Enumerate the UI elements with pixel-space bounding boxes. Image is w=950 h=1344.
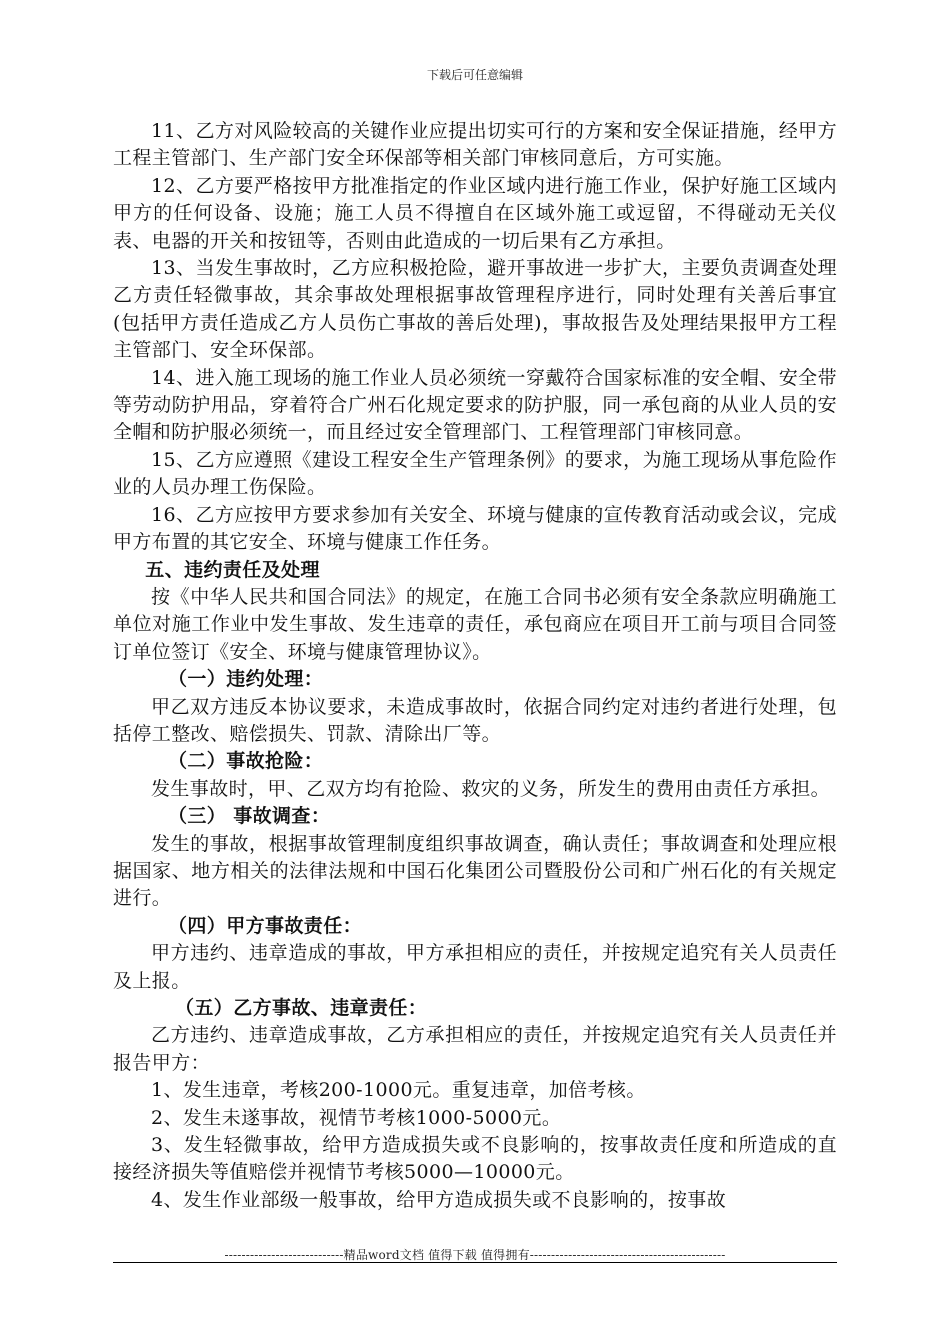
clause-13: 13、当发生事故时，乙方应积极抢险，避开事故进一步扩大，主要负责调查处理乙方责任轻微事故，其余事故处理根据事故管理程序进行，同时处理有关善后事宜(包括甲方责任造成乙方人员伤亡事故的善后处理)，事故报告及处理结果报甲方工程主管部门、安全环保部。: [113, 257, 837, 362]
subsection-title-1: （一）违约处理：: [168, 668, 324, 691]
subsection-title-3: （三） 事故调查：: [168, 805, 331, 828]
clause-15: 15、乙方应遵照《建设工程安全生产管理条例》的要求，为施工现场从事危险作业的人员办理工伤保险。: [113, 448, 837, 499]
penalty-item-4: 4、发生作业部级一般事故，给甲方造成损失或不良影响的，按事故: [151, 1188, 727, 1211]
footer-rule: [113, 1262, 837, 1263]
subsection-text-3: 发生的事故，根据事故管理制度组织事故调查，确认责任；事故调查和处理应根据国家、地方相关的法律法规和中国石化集团公司暨股份公司和广州石化的有关规定进行。: [113, 832, 837, 910]
subsection-text-1: 甲乙双方违反本协议要求，未造成事故时，依据合同约定对违约者进行处理，包括停工整改、赔偿损失、罚款、清除出厂等。: [113, 695, 837, 745]
document-body: [113, 118, 837, 1214]
section-intro: 按《中华人民共和国合同法》的规定，在施工合同书必须有安全条款应明确施工单位对施工作业中发生事故、发生违章的责任，承包商应在项目开工前与项目合同签订单位签订《安全、环境与健康管理协议》。: [113, 585, 837, 663]
footer-note: ----------------------------精品word文档 值得下载 值得拥有----------------------------------------------: [224, 1248, 726, 1262]
clause-14: 14、进入施工现场的施工作业人员必须统一穿戴符合国家标准的安全帽、安全带等劳动防护用品，穿着符合广州石化规定要求的防护服，同一承包商的从业人员的安全帽和防护服必须统一，而且经过安全管理部门、工程管理部门审核同意。: [113, 366, 837, 444]
subsection-title-2: （二）事故抢险：: [168, 750, 324, 773]
subsection-text-2: 发生事故时，甲、乙双方均有抢险、救灾的义务，所发生的费用由责任方承担。: [151, 777, 831, 800]
subsection-title-4: （四）甲方事故责任：: [168, 914, 363, 937]
penalty-item-2: 2、发生未遂事故，视情节考核1000-5000元。: [151, 1106, 562, 1129]
clause-11: 11、乙方对风险较高的关键作业应提出切实可行的方案和安全保证措施，经甲方工程主管部门、生产部门安全环保部等相关部门审核同意后，方可实施。: [113, 120, 837, 170]
penalty-item-1: 1、发生违章，考核200-1000元。重复违章，加倍考核。: [151, 1079, 646, 1102]
subsection-title-5: （五）乙方事故、违章责任：: [175, 997, 428, 1019]
subsection-text-4: 甲方违约、违章造成的事故，甲方承担相应的责任，并按规定追究有关人员责任及上报。: [113, 942, 837, 992]
header-note: 下载后可任意编辑: [426, 68, 523, 82]
clause-12: 12、乙方要严格按甲方批准指定的作业区域内进行施工作业，保护好施工区域内甲方的任何设备、设施；施工人员不得擅自在区域外施工或逗留，不得碰动无关仪表、电器的开关和按钮等，否则由此造成的一切后果有乙方承担。: [113, 174, 837, 252]
clause-16: 16、乙方应按甲方要求参加有关安全、环境与健康的宣传教育活动或会议，完成甲方布置的其它安全、环境与健康工作任务。: [113, 503, 837, 554]
subsection-text-5: 乙方违约、违章造成事故，乙方承担相应的责任，并按规定追究有关人员责任并报告甲方：: [113, 1024, 837, 1074]
penalty-item-3: 3、发生轻微事故，给甲方造成损失或不良影响的，按事故责任度和所造成的直接经济损失等值赔偿并视情节考核5000—10000元。: [113, 1134, 837, 1184]
section-heading: 五、违约责任及处理: [145, 558, 320, 581]
